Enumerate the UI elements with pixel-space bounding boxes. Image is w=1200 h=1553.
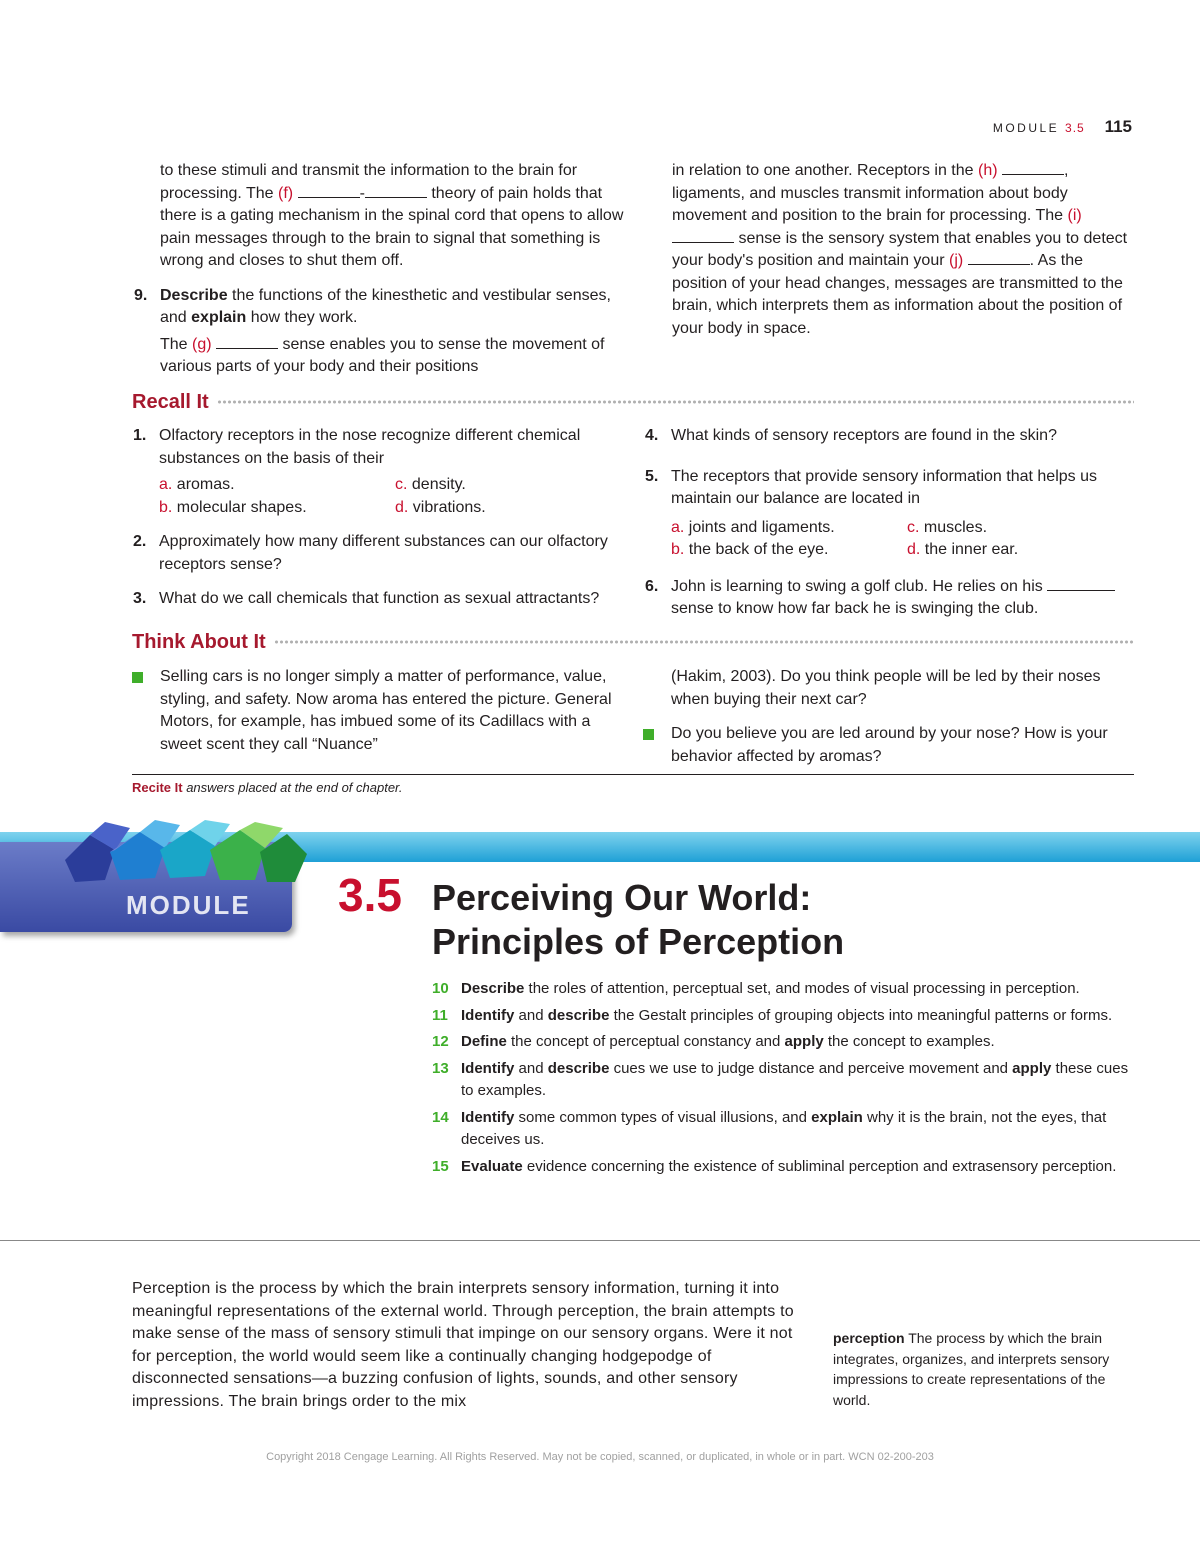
blank-label-f: (f)	[278, 184, 294, 202]
recall-left-column	[133, 425, 629, 611]
choice-letter: d.	[395, 498, 409, 516]
key-verb: Identify	[461, 1108, 515, 1126]
question-text: John is learning to swing a golf club. He relies on his	[671, 577, 1048, 595]
text: these cues to examples.	[461, 1059, 1129, 1099]
running-header	[993, 117, 1132, 137]
glossary-term: perception	[833, 1330, 905, 1346]
think-left-column	[132, 666, 622, 756]
text: , ligaments, and muscles transmit information about body movement and position to the brain for processing. The	[672, 162, 1069, 224]
text: in relation to one another. Receptors in the	[672, 162, 978, 179]
body-paragraph	[132, 1278, 802, 1413]
key-verb: Identify	[461, 1059, 515, 1077]
key-verb: explain	[811, 1108, 863, 1126]
question-5-choices	[671, 517, 1133, 562]
glossary-definition: The process by which the brain integrates, organizes, and interprets sensory impressions to create representations of the world.	[833, 1330, 1110, 1408]
choice-text: aromas.	[172, 476, 235, 493]
text: the concept of perceptual constancy and	[506, 1033, 785, 1050]
choice-letter: a.	[159, 476, 173, 493]
blank-q6[interactable]	[1047, 579, 1115, 591]
question-text: What kinds of sensory receptors are found in the skin?	[671, 427, 1057, 444]
recite-text: answers placed at the end of chapter.	[182, 780, 403, 795]
choice-text: vibrations.	[408, 498, 486, 516]
text: why it is the brain, not the eyes, that deceives us.	[461, 1108, 1107, 1148]
choice-text: the inner ear.	[920, 541, 1019, 558]
divider	[132, 774, 1134, 775]
objective-number: 10	[432, 980, 449, 997]
text: to these stimuli and transmit the information to the brain for processing. The	[160, 162, 578, 202]
blank-i[interactable]	[672, 231, 734, 243]
page-number: 115	[1104, 117, 1132, 136]
text: how they work.	[246, 309, 358, 326]
text: . As the position of your head changes, messages are transmitted to the brain, which interprets them as information about the position of your body in space.	[672, 252, 1123, 337]
learning-objectives	[432, 978, 1142, 1182]
module-title	[432, 876, 844, 964]
question-2	[133, 531, 629, 576]
text: sense is the sensory system that enables you to detect your body's position and maintain your	[672, 229, 1128, 269]
objective-14	[432, 1107, 1142, 1152]
recite-bold: Recite It	[132, 780, 183, 795]
choice-letter: a.	[671, 518, 685, 536]
objective-number: 11	[432, 1006, 448, 1024]
question-9	[134, 285, 630, 330]
module-number-large: 3.5	[338, 869, 402, 921]
objective-15	[432, 1156, 1142, 1179]
paragraph-hij	[672, 160, 1134, 340]
dotted-rule	[274, 638, 1134, 646]
text: sense enables you to sense the movement of various parts of your body and their positions	[160, 335, 605, 375]
question-number: 2.	[133, 533, 147, 550]
key-verb: Describe	[160, 286, 228, 304]
choice-text: molecular shapes.	[172, 498, 307, 516]
body-text: is the process by which the brain interprets sensory information, turning it into meaningful representations of the external world. Through perception, the brain attempts to make sense of the mass of sensory stimuli that impinge on our sensory organs. Were it not for perception, the world would seem like a continually changing hodgepodge of disconnected sensations—a buzzing confusion of lights, sounds, and other sensory impressions. The brain brings order to the mix	[132, 1280, 794, 1410]
question-text: sense to know how far back he is swinging the club.	[671, 600, 1039, 617]
choice-c[interactable]	[907, 517, 1143, 540]
key-verb: Evaluate	[461, 1157, 523, 1175]
paragraph-f: to these stimuli and transmit the information to the brain for processing. The (f) - theory of pain holds that there is a gating mechanism in the spinal cord that opens to allow pain messages through to the brain to signal that something is wrong and closes to shut them off.	[160, 162, 624, 269]
objective-number: 15	[432, 1157, 449, 1175]
choice-letter: b.	[159, 498, 173, 516]
objective-number: 13	[432, 1059, 449, 1077]
objective-11	[432, 1005, 1142, 1028]
question-3	[133, 588, 629, 611]
paragraph-g	[160, 334, 630, 379]
question-number: 3.	[133, 590, 147, 607]
text: evidence concerning the existence of subliminal perception and extrasensory perception.	[522, 1157, 1117, 1175]
key-verb: Describe	[461, 980, 525, 997]
text: the Gestalt principles of grouping objects into meaningful patterns or forms.	[609, 1006, 1113, 1024]
question-text: Olfactory receptors in the nose recognize different chemical substances on the basis of their	[159, 427, 581, 467]
choice-b[interactable]	[671, 539, 907, 562]
objective-number: 14	[432, 1108, 449, 1126]
question-1	[133, 425, 629, 470]
think-bullet-1-cont: (Hakim, 2003). Do you think people will be led by their noses when buying their next car?	[671, 668, 1101, 708]
recall-it-heading	[132, 389, 1134, 415]
key-verb: Identify	[461, 1006, 515, 1024]
choice-b[interactable]	[159, 497, 395, 520]
objective-12	[432, 1031, 1142, 1054]
question-number: 9.	[134, 286, 148, 304]
key-verb: describe	[547, 1006, 610, 1024]
objective-13	[432, 1058, 1142, 1103]
choice-letter: c.	[395, 476, 408, 493]
text: theory of pain holds that there is a gating mechanism in the spinal cord that opens to allow pain messages through to the brain to signal that something is wrong and closes to shut them off.	[160, 184, 624, 269]
recall-right-column	[645, 425, 1133, 621]
question-6	[645, 576, 1133, 621]
choice-c[interactable]	[395, 474, 631, 497]
think-bullet-1: Selling cars is no longer simply a matter of performance, value, styling, and safety. Now aroma has entered the picture. General Motors, for example, has imbued some of its Cadillacs with a sweet scent they call “Nuance”	[132, 666, 622, 756]
section-title: Recall It	[132, 390, 209, 413]
recite-note	[132, 780, 403, 795]
section-title: Think About It	[132, 630, 266, 653]
dotted-rule	[217, 398, 1134, 406]
choice-letter: b.	[671, 541, 685, 558]
question-text: Approximately how many different substances can our olfactory receptors sense?	[159, 533, 608, 573]
question-number: 4.	[645, 427, 659, 444]
blank-label-h: (h)	[977, 162, 998, 179]
text: the roles of attention, perceptual set, and modes of visual processing in perception.	[524, 980, 1080, 997]
choice-text: density.	[407, 476, 466, 493]
objective-number: 12	[432, 1033, 449, 1050]
question-number: 6.	[645, 577, 659, 595]
module-tab-label: MODULE	[126, 890, 251, 920]
blank-g[interactable]	[216, 337, 278, 349]
blank-f2[interactable]	[365, 186, 427, 198]
text: some common types of visual illusions, and	[514, 1108, 812, 1126]
choice-letter: c.	[907, 518, 920, 536]
blank-label-g: (g)	[192, 335, 212, 353]
think-about-it-heading	[132, 629, 1134, 655]
question-text: The receptors that provide sensory information that helps us maintain our balance are located in	[671, 467, 1097, 507]
question-4	[645, 425, 1133, 448]
module-word: MODULE	[992, 121, 1060, 135]
blank-j[interactable]	[968, 253, 1030, 265]
text: The	[160, 335, 193, 353]
top-right-column	[672, 160, 1134, 340]
question-number: 5.	[645, 467, 659, 485]
gem-decoration-icon	[55, 820, 315, 895]
key-verb: explain	[191, 309, 247, 326]
blank-f1[interactable]	[298, 186, 360, 198]
blank-label-i: (i)	[1067, 207, 1082, 224]
choice-text: the back of the eye.	[684, 541, 829, 558]
blank-h[interactable]	[1002, 163, 1064, 175]
question-5	[645, 466, 1133, 511]
question-text: What do we call chemicals that function as sexual attractants?	[159, 590, 600, 607]
choice-text: muscles.	[919, 518, 988, 536]
question-number: 1.	[133, 427, 147, 444]
module-number: 3.5	[1065, 121, 1085, 135]
text: the functions of the kinesthetic and vestibular senses, and	[160, 286, 611, 326]
top-left-column	[134, 160, 630, 379]
module-title-line-1: Perceiving Our World:	[432, 877, 812, 918]
text: and	[514, 1059, 548, 1077]
text: the concept to examples.	[823, 1033, 995, 1050]
choice-a[interactable]	[671, 517, 907, 540]
text: cues we use to judge distance and perceive movement and	[609, 1059, 1013, 1077]
section-divider	[0, 1240, 1200, 1241]
choice-d[interactable]	[395, 497, 631, 520]
key-verb: apply	[1012, 1059, 1052, 1077]
key-verb: Define	[461, 1033, 507, 1050]
key-verb: describe	[547, 1059, 610, 1077]
objective-10	[432, 978, 1142, 1001]
choice-a[interactable]	[159, 474, 395, 497]
choice-text: joints and ligaments.	[684, 518, 835, 536]
think-bullet-2: Do you believe you are led around by your nose? How is your behavior affected by aromas?	[643, 723, 1135, 768]
choice-d[interactable]	[907, 539, 1143, 562]
key-verb: apply	[784, 1033, 824, 1050]
choice-letter: d.	[907, 541, 921, 558]
glossary-entry	[833, 1328, 1123, 1410]
blank-label-j: (j)	[949, 252, 964, 269]
module-title-line-2: Principles of Perception	[432, 921, 845, 962]
think-right-column	[643, 666, 1135, 768]
question-1-choices	[159, 474, 629, 519]
body-term: Perception	[132, 1280, 211, 1297]
copyright-notice: Copyright 2018 Cengage Learning. All Rights Reserved. May not be copied, scanned, or duplicated, in whole or in part. WCN 02-200-203	[266, 1451, 934, 1463]
text: and	[514, 1006, 548, 1024]
